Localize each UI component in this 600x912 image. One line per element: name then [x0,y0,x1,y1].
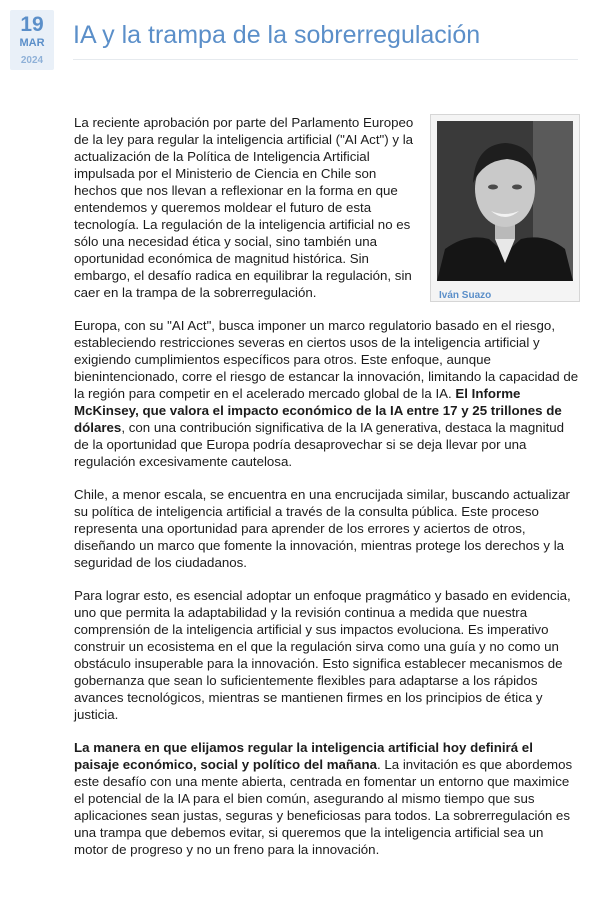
bold-highlight: El Informe McKinsey, que valora el impacto económico de la IA entre 17 y 25 trillones de dólares [74,386,562,435]
date-year: 2024 [20,55,44,66]
author-photo [437,121,573,281]
date-badge [10,10,54,70]
article-body [74,114,580,874]
title-divider [73,59,578,60]
author-photo-frame [430,114,580,302]
paragraph-1: La reciente aprobación por parte del Parlamento Europeo de la ley para regular la inteligencia artificial ("AI Act") y la actualización de la Política de Inteligencia Artificial impulsada por el Ministerio de Ciencia en Chile son hechos que nos llevan a reflexionar en la forma en que entendemos y queremos moldear el futuro de esta tecnología. La regulación de la inteligencia artificial no es sólo una necesidad ética y social, sino también una oportunidad económica de magnitud histórica. Sin embargo, el desafío radica en equilibrar la regulación, sin caer en la trampa de la sobrerregulación. [74,115,414,300]
date-day: 19 [20,13,44,36]
bold-highlight: La manera en que elijamos regular la inteligencia artificial hoy definirá el paisaje económico, social y político del mañana [74,740,533,772]
paragraph-2: Europa, con su "AI Act", busca imponer un marco regulatorio basado en el riesgo, estableciendo restricciones severas en ciertos usos de la inteligencia artificial y exigiendo cumplimientos específicos para otros. Este enfoque, aunque bienintencionado, corre el riesgo de estancar la innovación, limitando la capacidad de la región para competir en el acelerado mercado global de la IA. El Informe McKinsey, que valora el impacto económico de la IA entre 17 y 25 trillones de dólares, con una contribución significativa de la IA generativa, destaca la magnitud de la oportunidad que Europa podría desaprovechar si se deja llevar por una regulación excesivamente cautelosa. [74,318,579,469]
date-month: MAR [19,37,45,49]
author-name: Iván Suazo [439,290,492,301]
article-title: IA y la trampa de la sobrerregulación [73,21,481,49]
paragraph-5: La manera en que elijamos regular la inteligencia artificial hoy definirá el paisaje económico, social y político del mañana. La invitación es que abordemos este desafío con una mente abierta, centrada en fomentar un entorno que maximice el potencial de la IA para el bien común, asegurando al mismo tiempo que sus aplicaciones sean justas, seguras y beneficiosas para todos. La sobrerregulación es una trampa que debemos evitar, si queremos que la inteligencia artificial sea un motor de progreso y no un freno para la innovación. [74,740,573,857]
paragraph-4: Para lograr esto, es esencial adoptar un enfoque pragmático y basado en evidencia, uno que permita la adaptabilidad y la revisión continua a medida que nuestra comprensión de la inteligencia artificial y sus impactos evoluciona. Es imperativo construir un ecosistema en el que la regulación sirva como una guía y no como un obstáculo insuperable para la innovación. Esto significa establecer mecanismos de gobernanza que sean lo suficientemente flexibles para adaptarse a los rápidos avances tecnológicos, mientras se mantienen firmes en los principios de ética y justicia. [74,588,571,722]
paragraph-3: Chile, a menor escala, se encuentra en una encrucijada similar, buscando actualizar su política de inteligencia artificial a través de la consulta pública. Este proceso representa una oportunidad para aprender de los errores y aciertos de otros, diseñando un marco que fomente la innovación, mientras protege los derechos y la seguridad de los ciudadanos. [74,487,570,570]
